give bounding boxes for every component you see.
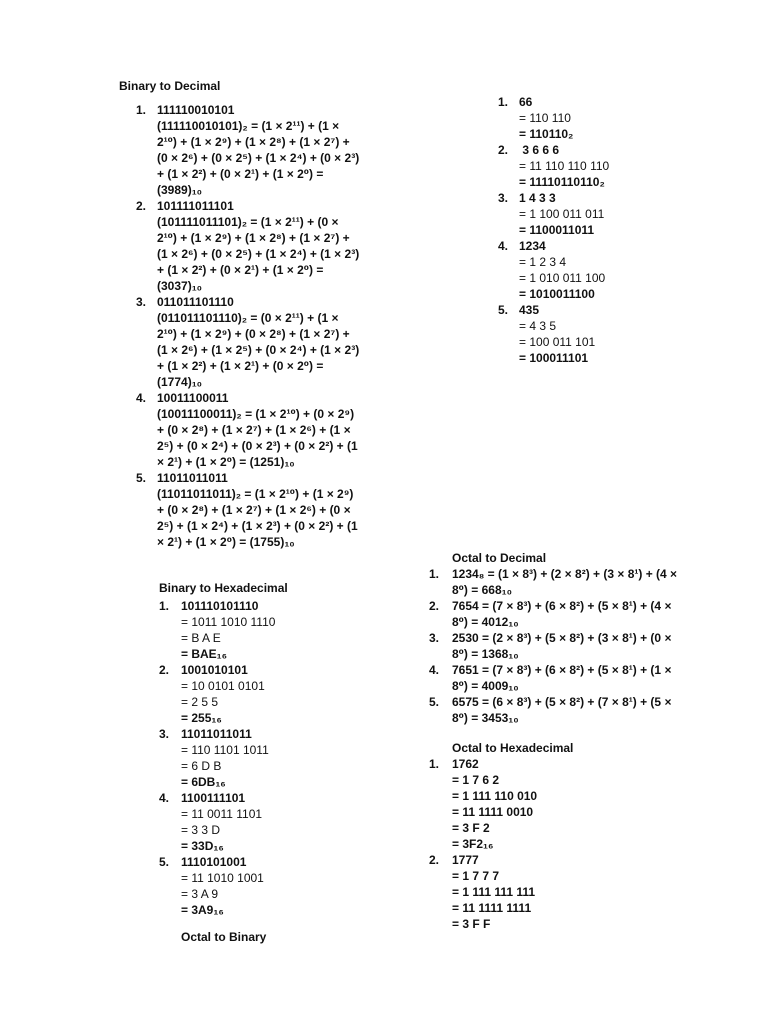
item-line: (1774)₁₀ — [157, 375, 203, 389]
item-number: 5. — [159, 855, 170, 869]
item-line: 8⁰) = 1368₁₀ — [452, 647, 519, 661]
item-line: = 110110₂ — [519, 127, 574, 141]
item-line: 8⁰) = 3453₁₀ — [452, 711, 519, 725]
item-line: + (1 × 2²) + (1 × 2¹) + (0 × 2⁰) = — [157, 359, 324, 373]
item-line: 66 — [519, 95, 533, 109]
octal-to-decimal-list — [429, 566, 689, 726]
section-heading: Binary to Decimal — [119, 79, 221, 93]
item-number: 1. — [429, 757, 440, 771]
item-number: 2. — [159, 663, 170, 677]
item-number: 3. — [159, 727, 170, 741]
item-line: = 4 3 5 — [519, 319, 557, 333]
item-line: + (1 × 2²) + (0 × 2¹) + (1 × 2⁰) = — [157, 167, 324, 181]
item-line: × 2¹) + (1 × 2⁰) = (1755)₁₀ — [157, 535, 295, 549]
item-line: = 6DB₁₆ — [181, 775, 226, 789]
section-heading: Octal to Decimal — [452, 551, 547, 565]
item-line: 1234 — [519, 239, 546, 253]
item-line: = 100011101 — [519, 351, 589, 365]
item-number: 1. — [498, 95, 509, 109]
item-line: 111110010101 — [157, 103, 235, 117]
item-line: = 255₁₆ — [181, 711, 222, 725]
list-item — [429, 662, 689, 694]
item-line: = 1010011100 — [519, 287, 595, 301]
item-line: = 6 D B — [181, 759, 222, 773]
item-line: (111110010101)₂ = (1 × 2¹¹) + (1 × — [157, 119, 340, 133]
item-line: + (0 × 2⁸) + (1 × 2⁷) + (1 × 2⁶) + (1 × — [157, 423, 351, 437]
item-line: = 1 2 3 4 — [519, 255, 567, 269]
list-item — [159, 854, 359, 918]
list-item — [429, 852, 629, 932]
list-item — [136, 294, 376, 390]
section-heading: Octal to Hexadecimal — [452, 741, 574, 755]
item-line: 3 6 6 6 — [519, 143, 560, 157]
binary-to-hexadecimal-list — [159, 598, 359, 918]
item-line: = 3F2₁₆ — [452, 837, 494, 851]
item-line: 8⁰) = 4009₁₀ — [452, 679, 519, 693]
item-line: 1234₈ = (1 × 8³) + (2 × 8²) + (3 × 8¹) + (4 × — [452, 567, 678, 581]
item-line: 011011101110 — [157, 295, 234, 309]
item-line: 101110101110 — [181, 599, 259, 613]
item-line: = 3A9₁₆ — [181, 903, 224, 917]
item-line: = 1100011011 — [519, 223, 595, 237]
item-line: (10011100011)₂ = (1 × 2¹⁰) + (0 × 2⁹) — [157, 407, 355, 421]
list-item — [159, 598, 359, 662]
item-line: (1 × 2⁶) + (1 × 2⁵) + (0 × 2⁴) + (1 × 2³) — [157, 343, 360, 357]
item-line: 8⁰) = 668₁₀ — [452, 583, 512, 597]
item-line: = 100 011 101 — [519, 335, 596, 349]
item-number: 4. — [159, 791, 170, 805]
list-item — [159, 662, 359, 726]
octal-to-hexadecimal-section — [452, 740, 652, 756]
list-item — [136, 102, 376, 198]
list-item — [498, 190, 638, 238]
octal-to-binary-list — [498, 94, 638, 366]
item-line: (11011011011)₂ = (1 × 2¹⁰) + (1 × 2⁹) — [157, 487, 354, 501]
item-line: (101111011101)₂ = (1 × 2¹¹) + (0 × — [157, 215, 339, 229]
list-item — [136, 390, 376, 470]
item-line: (3989)₁₀ — [157, 183, 203, 197]
item-number: 3. — [136, 295, 147, 309]
item-line: = 11 110 110 110 — [519, 159, 610, 173]
item-line: 6575 = (6 × 8³) + (5 × 8²) + (7 × 8¹) + (5 × — [452, 695, 672, 709]
item-line: 11011011011 — [181, 727, 252, 741]
item-line: = 110 1101 1011 — [181, 743, 269, 757]
item-line: = B A E — [181, 631, 221, 645]
item-number: 4. — [429, 663, 440, 677]
item-line: = 110 110 — [519, 111, 571, 125]
item-line: = BAE₁₆ — [181, 647, 228, 661]
item-number: 2. — [498, 143, 509, 157]
item-line: = 1 100 011 011 — [519, 207, 605, 221]
item-line: 101111011101 — [157, 199, 234, 213]
item-line: = 3 A 9 — [181, 887, 219, 901]
item-line: 1100111101 — [181, 791, 246, 805]
item-line: 10011100011 — [157, 391, 229, 405]
item-line: × 2¹) + (1 × 2⁰) = (1251)₁₀ — [157, 455, 295, 469]
item-line: = 1 7 6 2 — [452, 773, 500, 787]
item-line: = 11 1111 1111 — [452, 901, 532, 915]
item-line: = 1011 1010 1110 — [181, 615, 276, 629]
item-line: = 33D₁₆ — [181, 839, 224, 853]
item-line: 7654 = (7 × 8³) + (6 × 8²) + (5 × 8¹) + (4 × — [452, 599, 672, 613]
list-item — [498, 94, 638, 142]
item-number: 1. — [159, 599, 170, 613]
item-line: 7651 = (7 × 8³) + (6 × 8²) + (5 × 8¹) + (1 × — [452, 663, 672, 677]
item-line: 2530 = (2 × 8³) + (5 × 8²) + (3 × 8¹) + (0 × — [452, 631, 672, 645]
list-item — [498, 302, 638, 366]
item-line: = 11 1010 1001 — [181, 871, 264, 885]
item-number: 3. — [429, 631, 440, 645]
item-number: 2. — [136, 199, 147, 213]
section-heading: Octal to Binary — [181, 930, 267, 944]
list-item — [159, 726, 359, 790]
list-item — [429, 630, 689, 662]
item-number: 1. — [136, 103, 147, 117]
item-line: 2⁵) + (1 × 2⁴) + (1 × 2³) + (0 × 2²) + (1 — [157, 519, 358, 533]
item-line: (0 × 2⁶) + (0 × 2⁵) + (1 × 2⁴) + (0 × 2³) — [157, 151, 360, 165]
item-line: = 3 F 2 — [452, 821, 490, 835]
item-line: = 11110110110₂ — [519, 175, 605, 189]
list-item — [429, 756, 629, 852]
list-item — [136, 198, 376, 294]
list-item — [429, 598, 689, 630]
item-number: 2. — [429, 599, 440, 613]
item-line: 1762 — [452, 757, 479, 771]
binary-to-decimal-list — [136, 102, 376, 550]
item-line: 8⁰) = 4012₁₀ — [452, 615, 519, 629]
item-line: 2⁵) + (0 × 2⁴) + (0 × 2³) + (0 × 2²) + (1 — [157, 439, 358, 453]
item-line: = 11 1111 0010 — [452, 805, 534, 819]
octal-to-decimal-section — [452, 550, 652, 566]
item-number: 5. — [136, 471, 147, 485]
item-line: 1777 — [452, 853, 479, 867]
item-number: 5. — [429, 695, 440, 709]
item-line: = 3 F F — [452, 917, 491, 931]
item-number: 5. — [498, 303, 509, 317]
item-line: (1 × 2⁶) + (0 × 2⁵) + (1 × 2⁴) + (1 × 2³) — [157, 247, 360, 261]
item-line: + (0 × 2⁸) + (1 × 2⁷) + (1 × 2⁶) + (0 × — [157, 503, 351, 517]
list-item — [136, 470, 376, 550]
item-line: 2¹⁰) + (1 × 2⁹) + (0 × 2⁸) + (1 × 2⁷) + — [157, 327, 350, 341]
item-line: = 1 010 011 100 — [519, 271, 606, 285]
list-item — [429, 694, 689, 726]
item-line: 1001010101 — [181, 663, 248, 677]
item-number: 4. — [498, 239, 509, 253]
item-line: = 10 0101 0101 — [181, 679, 265, 693]
binary-to-hexadecimal-section — [159, 580, 359, 596]
item-line: = 1 7 7 7 — [452, 869, 500, 883]
list-item — [498, 238, 638, 302]
item-line: 435 — [519, 303, 540, 317]
list-item — [429, 566, 689, 598]
item-line: 2¹⁰) + (1 × 2⁹) + (1 × 2⁸) + (1 × 2⁷) + — [157, 231, 350, 245]
item-line: 1110101001 — [181, 855, 247, 869]
item-line: 1 4 3 3 — [519, 191, 556, 205]
item-line: (011011101110)₂ = (0 × 2¹¹) + (1 × — [157, 311, 339, 325]
section-heading: Binary to Hexadecimal — [159, 581, 288, 595]
item-line: = 2 5 5 — [181, 695, 219, 709]
binary-to-decimal-section — [119, 78, 379, 94]
item-number: 2. — [429, 853, 440, 867]
item-number: 1. — [429, 567, 440, 581]
item-line: (3037)₁₀ — [157, 279, 203, 293]
octal-to-hexadecimal-list — [429, 756, 629, 932]
item-line: = 1 111 110 010 — [452, 789, 538, 803]
item-line: = 11 0011 1101 — [181, 807, 263, 821]
item-line: = 3 3 D — [181, 823, 221, 837]
item-line: 2¹⁰) + (1 × 2⁹) + (1 × 2⁸) + (1 × 2⁷) + — [157, 135, 350, 149]
octal-to-binary-section — [181, 929, 341, 945]
item-line: 11011011011 — [157, 471, 228, 485]
item-number: 3. — [498, 191, 509, 205]
item-line: = 1 111 111 111 — [452, 885, 536, 899]
list-item — [159, 790, 359, 854]
item-line: + (1 × 2²) + (0 × 2¹) + (1 × 2⁰) = — [157, 263, 324, 277]
list-item — [498, 142, 638, 190]
item-number: 4. — [136, 391, 147, 405]
